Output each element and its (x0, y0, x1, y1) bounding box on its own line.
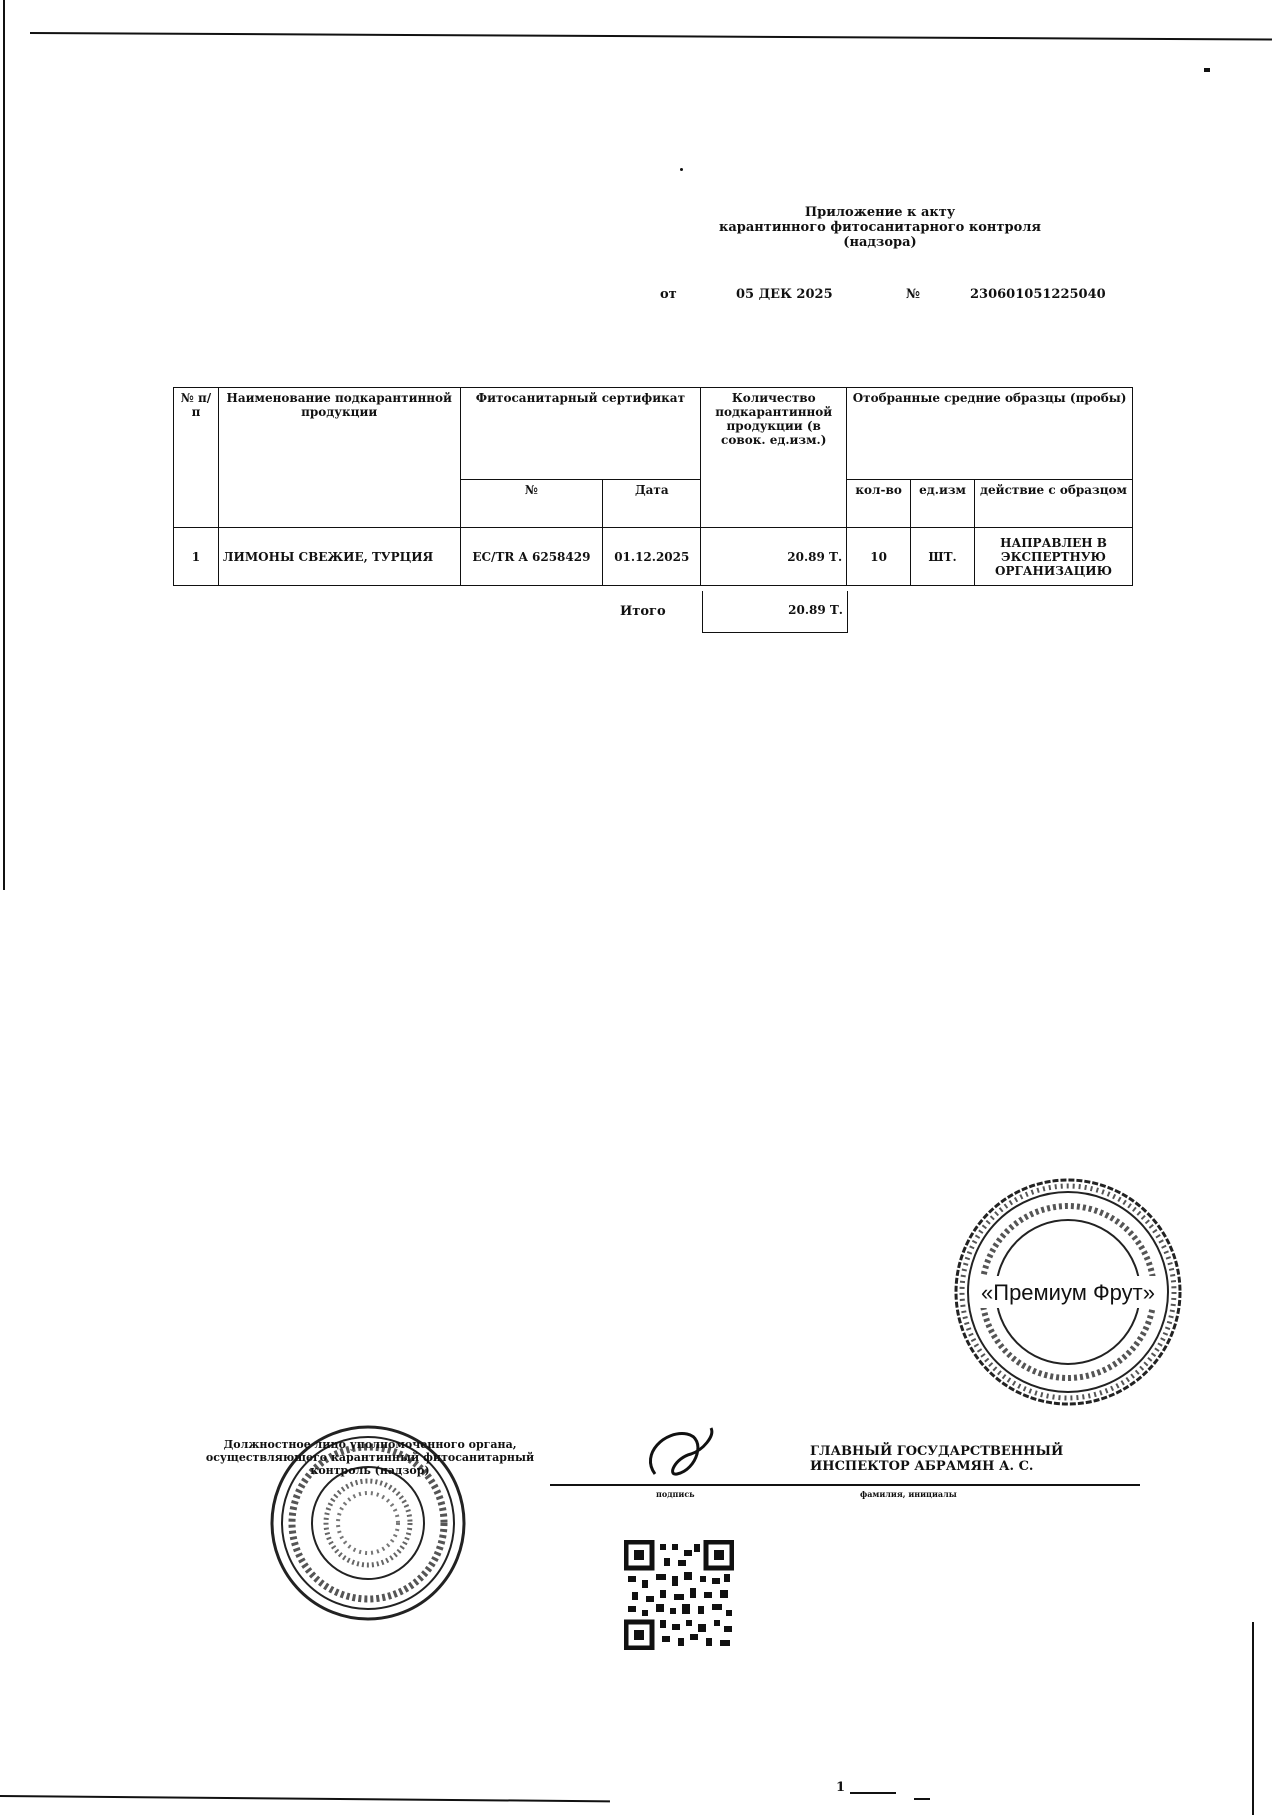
scan-edge-bottom (0, 1795, 610, 1802)
appendix-line-1: Приложение к акту (804, 205, 956, 220)
scan-mark-bottom (850, 1792, 896, 1794)
scan-dot (680, 168, 683, 171)
total-value: 20.89 Т. (702, 591, 848, 633)
row-quantity: 20.89 Т. (701, 528, 847, 586)
handwritten-signature (645, 1424, 725, 1486)
scan-edge-top (30, 32, 1272, 41)
row-cert-date: 01.12.2025 (603, 528, 701, 586)
company-stamp (948, 1172, 1188, 1412)
signature-line (550, 1484, 1140, 1486)
header-sample-unit: ед.изм (911, 480, 975, 528)
row-sample-unit: ШТ. (911, 528, 975, 586)
total-label: Итого (620, 604, 666, 619)
scan-edge-left (3, 0, 5, 890)
quarantine-products-table (173, 387, 1133, 586)
number-label: № (906, 287, 921, 302)
row-sample-count: 10 (847, 528, 911, 586)
name-caption: фамилия, инициалы (860, 1489, 957, 1499)
appendix-line-2: карантинного фитосанитарного контроля (718, 220, 1042, 235)
from-label: от (660, 287, 677, 302)
qr-code (624, 1540, 734, 1650)
row-product: ЛИМОНЫ СВЕЖИЕ, ТУРЦИЯ (218, 528, 460, 586)
stamp-company-name: «Премиум Фрут» (981, 1280, 1155, 1305)
scan-edge-right (1252, 1622, 1254, 1815)
signature-caption: подпись (656, 1489, 695, 1499)
inspector-name: ИНСПЕКТОР АБРАМЯН А. С. (810, 1459, 1034, 1474)
header-product-name: Наименование подкарантинной продукции (218, 388, 460, 528)
act-number: 230601051225040 (970, 287, 1106, 302)
header-cert-date: Дата (603, 480, 701, 528)
header-certificate: Фитосанитарный сертификат (460, 388, 701, 480)
header-samples: Отобранные средние образцы (пробы) (847, 388, 1133, 480)
inspector-block (810, 1444, 1063, 1474)
header-cert-number: № (460, 480, 603, 528)
scan-mark-bottom-2 (914, 1798, 930, 1800)
header-quantity: Количество подкарантинной продукции (в совок. ед.изм.) (701, 388, 847, 528)
row-cert-number: EC/TR A 6258429 (460, 528, 603, 586)
row-num: 1 (174, 528, 219, 586)
page-number: 1 (836, 1780, 846, 1795)
scan-mark (1204, 68, 1210, 72)
header-sample-action: действие с образцом (975, 480, 1133, 528)
official-caption: Должностное лицо уполномоченного органа, осуществляющего карантинный фитосанитарный контроль (надзор) (205, 1438, 535, 1477)
header-sample-count: кол-во (847, 480, 911, 528)
act-date: 05 ДЕК 2025 (736, 287, 833, 302)
table-row (174, 528, 1133, 586)
appendix-heading (700, 205, 1060, 250)
appendix-line-3: (надзора) (843, 235, 917, 250)
row-sample-action: НАПРАВЛЕН В ЭКСПЕРТНУЮ ОРГАНИЗАЦИЮ (975, 528, 1133, 586)
inspector-title: ГЛАВНЫЙ ГОСУДАРСТВЕННЫЙ (810, 1444, 1064, 1459)
header-num: № п/п (174, 388, 219, 528)
